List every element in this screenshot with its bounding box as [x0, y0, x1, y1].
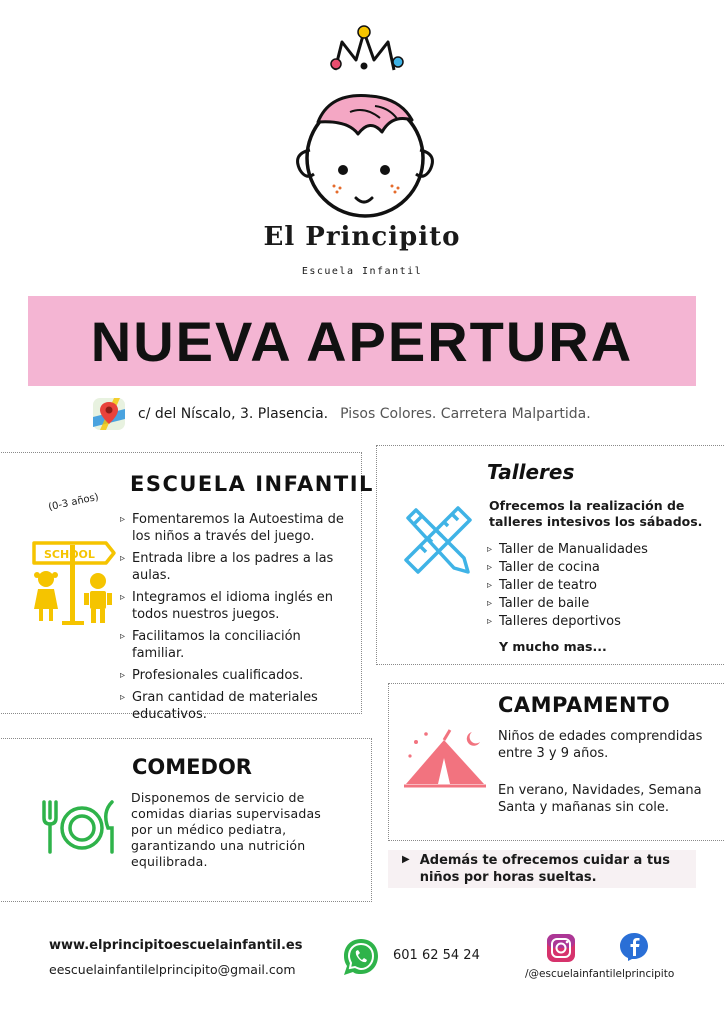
list-item: ▹ Taller de teatro — [487, 577, 712, 594]
talleres-title: Talleres — [487, 460, 575, 484]
facebook-icon[interactable] — [619, 932, 649, 962]
campamento-title: CAMPAMENTO — [498, 693, 671, 717]
instagram-icon[interactable] — [546, 933, 576, 963]
list-item: ▹ Gran cantidad de materiales educativos. — [120, 689, 352, 723]
list-item: ▹ Integramos el idioma inglés en todos nuestros juegos. — [120, 589, 352, 623]
list-item: ▹ Fomentaremos la Autoestima de los niños a través del juego. — [120, 511, 352, 545]
social-handle[interactable]: /@escuelainfantilelprincipito — [525, 968, 675, 980]
extra-services-banner — [388, 850, 696, 888]
arrow-right-icon: ▶ — [402, 854, 410, 865]
school-kids-icon — [28, 535, 118, 627]
escuela-title: ESCUELA INFANTIL — [130, 472, 374, 496]
list-item: ▹ Facilitamos la conciliación familiar. — [120, 628, 352, 662]
phone-number[interactable]: 601 62 54 24 — [393, 948, 480, 963]
school-sign-text: SCHOOL — [44, 548, 95, 561]
brand-logo — [280, 22, 450, 222]
list-item: ▹ Entrada libre a los padres a las aulas. — [120, 550, 352, 584]
opening-banner — [28, 296, 696, 386]
list-item: ▹ Taller de baile — [487, 595, 712, 612]
talleres-list — [487, 541, 712, 631]
whatsapp-icon[interactable] — [340, 936, 382, 978]
brand-subtitle: Escuela Infantil — [301, 266, 423, 277]
escuela-list — [120, 511, 352, 728]
comedor-text: Disponemos de servicio de comidas diarias supervisadas por un médico pediatra, garantizando una nutrición equilibrada. — [131, 790, 322, 869]
pencil-ruler-icon — [398, 500, 476, 578]
address-main: c/ del Níscalo, 3. Plasencia. — [138, 406, 329, 422]
plate-cutlery-icon — [40, 798, 120, 856]
website-link[interactable]: www.elprincipitoescuelainfantil.es — [49, 938, 303, 953]
list-item: ▹ Talleres deportivos — [487, 613, 712, 630]
campamento-ages: Niños de edades comprendidas entre 3 y 9 años. — [498, 729, 703, 761]
extra-text: Además te ofrecemos cuidar a tus niños por horas sueltas. — [419, 853, 671, 885]
talleres-intro: Ofrecemos la realización de talleres intesivos los sábados. — [489, 498, 703, 529]
address-row — [92, 396, 692, 432]
brand-name: El Principito — [263, 222, 461, 252]
talleres-more: Y mucho mas... — [499, 639, 607, 654]
campamento-periods: En verano, Navidades, Semana Santa y mañanas sin cole. — [498, 783, 702, 815]
comedor-title: COMEDOR — [132, 755, 252, 779]
banner-title: NUEVA APERTURA — [90, 309, 634, 373]
list-item: ▹ Taller de cocina — [487, 559, 712, 576]
list-item: ▹ Profesionales cualificados. — [120, 667, 352, 684]
boy-with-crown-logo — [280, 22, 450, 222]
tent-icon — [402, 728, 488, 790]
email-link[interactable]: eescuelainfantilelprincipito@gmail.com — [49, 962, 296, 977]
address-extra: Pisos Colores. Carretera Malpartida. — [340, 406, 591, 422]
escuela-age-note: (0-3 años) — [47, 491, 100, 514]
list-item: ▹ Taller de Manualidades — [487, 541, 712, 558]
map-pin-icon — [92, 397, 126, 431]
